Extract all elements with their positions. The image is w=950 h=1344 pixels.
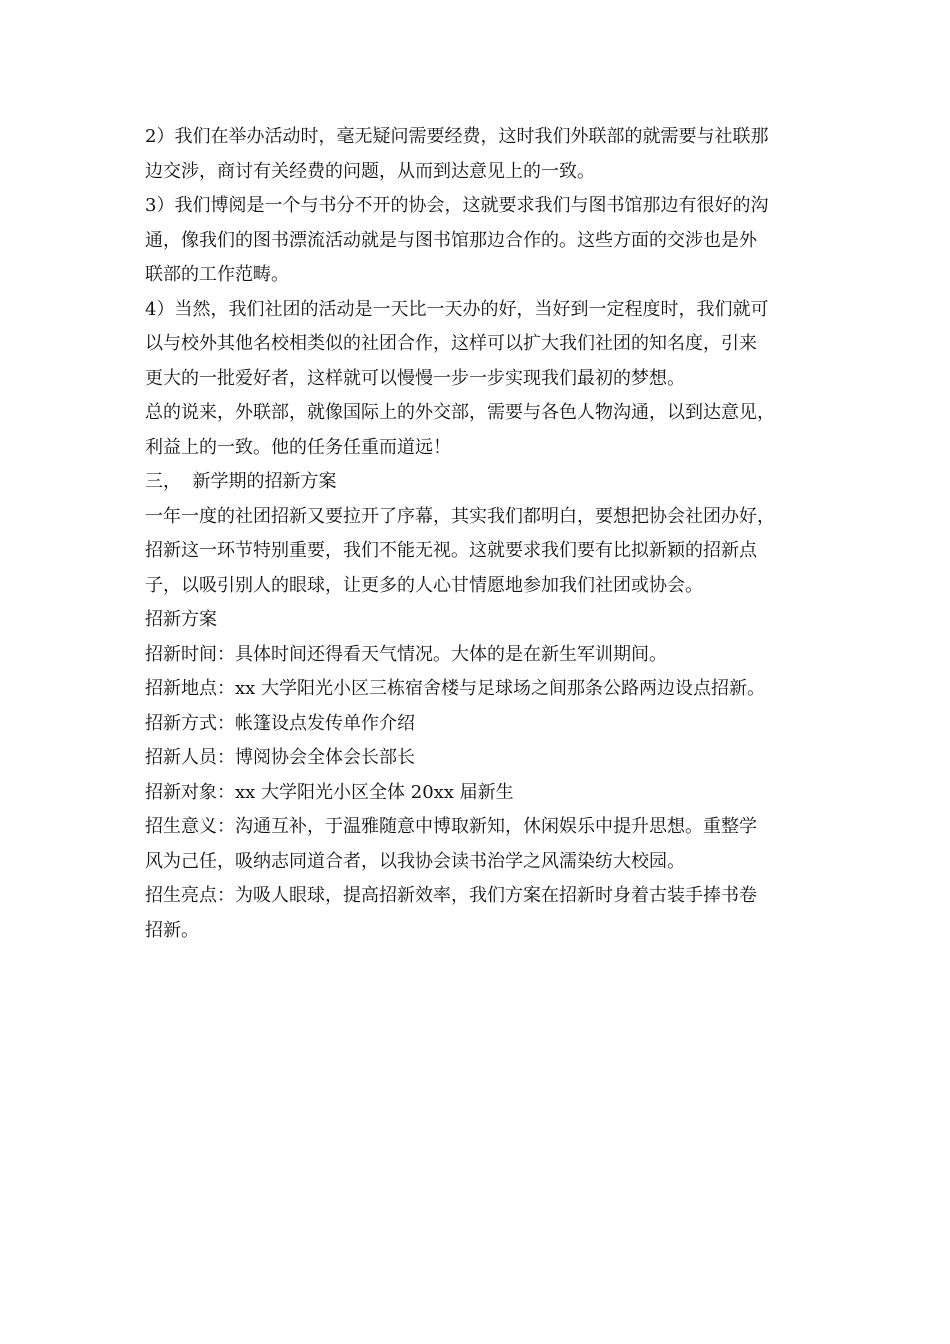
recruit-method	[145, 707, 810, 742]
section-heading-text: 三， 新学期的招新方案	[145, 471, 337, 492]
text-line: 一年一度的社团招新又要拉开了序幕，其实我们都明白，要想把协会社团办好，	[145, 505, 775, 527]
text-line: 招新对象：xx 大学阳光小区全体 20xx 届新生	[145, 781, 514, 803]
text-line: 招新方式：帐篷设点发传单作介绍	[145, 712, 415, 734]
text-line: 风为己任，吸纳志同道合者，以我协会读书治学之风濡染纺大校园。	[145, 850, 685, 872]
text-line: 招新地点：xx 大学阳光小区三栋宿舍楼与足球场之间那条公路两边设点招新。	[145, 678, 766, 699]
paragraph-item-4	[145, 293, 810, 397]
text-line: 边交涉，商讨有关经费的问题，从而到达意见上的一致。	[145, 160, 595, 182]
recruit-place	[145, 672, 810, 707]
text-line: 子，以吸引别人的眼球，让更多的人心甘情愿地参加我们社团或协会。	[145, 574, 703, 596]
text-line: 通，像我们的图书漂流活动就是与图书馆那边合作的。这些方面的交涉也是外	[145, 229, 757, 251]
text-line: 以与校外其他名校相类似的社团合作，这样可以扩大我们社团的知名度，引来	[145, 333, 757, 354]
paragraph-item-2	[145, 120, 810, 189]
recruit-highlight	[145, 879, 810, 948]
intro-paragraph	[145, 500, 810, 604]
text-line: 招新时间：具体时间还得看天气情况。大体的是在新生军训期间。	[145, 643, 667, 665]
recruit-time	[145, 638, 810, 673]
recruit-target	[145, 776, 810, 811]
paragraph-item-3	[145, 189, 810, 293]
section-heading	[145, 465, 810, 500]
text-line: 利益上的一致。他的任务任重而道远！	[145, 436, 451, 458]
text-line: 招新。	[145, 919, 199, 941]
text-line: 招新方案	[145, 609, 217, 630]
document-body	[145, 120, 810, 948]
text-line: 招生意义：沟通互补，于温雅随意中博取新知，休闲娱乐中提升思想。重整学	[145, 816, 757, 837]
text-line: 招新人员：博阅协会全体会长部长	[145, 747, 415, 768]
text-line: 更大的一批爱好者，这样就可以慢慢一步一步实现我们最初的梦想。	[145, 367, 685, 389]
text-line: 2）我们在举办活动时，毫无疑问需要经费，这时我们外联部的就需要与社联那	[145, 126, 769, 147]
text-line: 招生亮点：为吸人眼球，提高招新效率，我们方案在招新时身着古装手捧书卷	[145, 885, 757, 906]
summary-paragraph	[145, 396, 810, 465]
text-line: 总的说来，外联部，就像国际上的外交部，需要与各色人物沟通，以到达意见，	[145, 402, 775, 423]
text-line: 招新这一环节特别重要，我们不能无视。这就要求我们要有比拟新颖的招新点	[145, 540, 757, 561]
recruit-staff	[145, 741, 810, 776]
text-line: 4）当然，我们社团的活动是一天比一天办的好，当好到一定程度时，我们就可	[145, 298, 769, 320]
text-line: 联部的工作范畴。	[145, 264, 289, 285]
recruit-meaning	[145, 810, 810, 879]
plan-title	[145, 603, 810, 638]
text-line: 3）我们博阅是一个与书分不开的协会，这就要求我们与图书馆那边有很好的沟	[145, 195, 769, 216]
